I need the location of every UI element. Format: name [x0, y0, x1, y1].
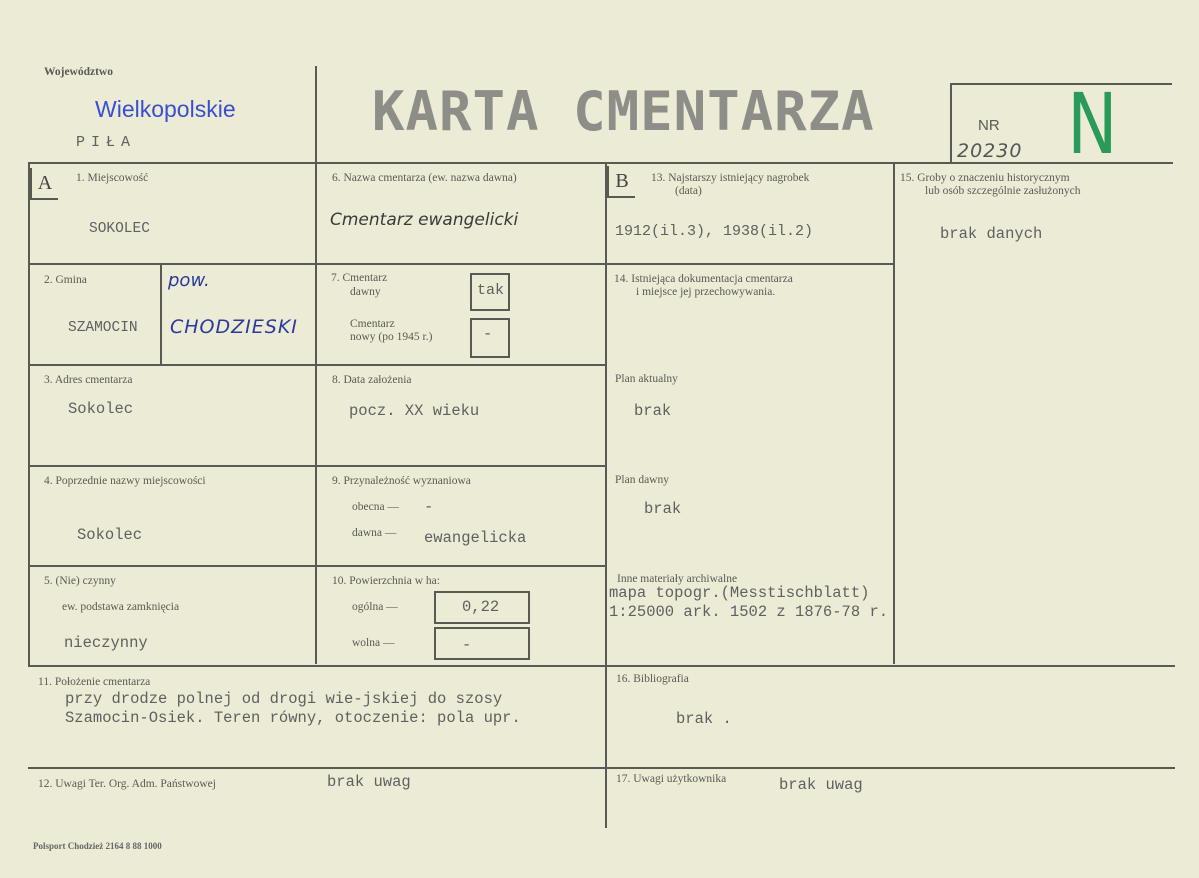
field-7-label-new-b: nowy (po 1945 r.) [350, 331, 433, 343]
field-15-value: brak danych [940, 225, 1043, 243]
other-materials-line-1: mapa topogr.(Messtischblatt) [609, 584, 870, 602]
field-15-label-2: lub osób szczególnie zasłużonych [925, 185, 1081, 197]
field-9-former-label: dawna — [352, 527, 397, 539]
current-plan-value: brak [634, 402, 672, 420]
field-10-label: 10. Powierzchnia w ha: [332, 575, 440, 587]
grid-line [28, 364, 605, 366]
field-17-label: 17. Uwagi użytkownika [616, 773, 727, 785]
field-9-current-label: obecna — [352, 501, 399, 513]
field-1-value: SOKOLEC [89, 221, 150, 237]
field-5-value: nieczynny [64, 634, 148, 652]
field-10-total-label: ogólna — [352, 601, 398, 613]
field-3-value: Sokolec [68, 400, 134, 418]
grid-line [28, 767, 1175, 769]
field-9-current-value: - [424, 498, 434, 516]
field-11-line-1: przy drodze polnej od drogi wie-jskiej do szosy [65, 690, 503, 708]
field-14-label-1: 14. Istniejąca dokumentacja cmentarza [614, 273, 793, 285]
field-9-label: 9. Przynależność wyznaniowa [332, 475, 471, 487]
field-2-label: 2. Gmina [44, 274, 87, 286]
grid-line [605, 162, 607, 828]
current-plan-label: Plan aktualny [615, 373, 678, 385]
grid-line [893, 162, 895, 664]
field-2-hand-top: pow. [168, 270, 210, 291]
grid-line [28, 665, 1175, 667]
field-7-label-new: Cmentarz [350, 318, 395, 330]
field-7-label-old: 7. Cmentarz [331, 272, 388, 284]
grid-line [28, 465, 605, 467]
field-10-free-box [434, 627, 530, 660]
field-12-value: brak uwag [327, 773, 411, 791]
field-13-value: 1912(il.3), 1938(il.2) [615, 223, 814, 240]
grid-line [28, 263, 605, 265]
other-materials-label: Inne materiały archiwalne [617, 573, 738, 585]
field-13-label-1: 13. Najstarszy istniejący nagrobek [651, 172, 810, 184]
field-4-value: Sokolec [77, 526, 143, 544]
field-9-former-value: ewangelicka [424, 529, 527, 547]
field-8-label: 8. Data założenia [332, 374, 412, 386]
nr-value: 20230 [957, 140, 1023, 162]
field-12-label: 12. Uwagi Ter. Org. Adm. Państwowej [38, 778, 216, 790]
grid-line [28, 162, 30, 667]
field-6-hand-value: Cmentarz ewangelicki [330, 210, 519, 230]
section-b-marker: B [607, 166, 635, 198]
other-materials-line-2: 1:25000 ark. 1502 z 1876-78 r. [609, 603, 889, 621]
grid-line [28, 162, 1173, 164]
voivodeship-stamp: Wielkopolskie [95, 96, 236, 122]
header-divider-line [315, 66, 317, 162]
field-6-label: 6. Nazwa cmentarza (ew. nazwa dawna) [332, 172, 517, 184]
field-17-value: brak uwag [779, 776, 863, 794]
field-5-label: 5. (Nie) czynny [44, 575, 116, 587]
card-title: KARTA CMENTARZA [372, 80, 875, 143]
field-2-value: SZAMOCIN [68, 320, 138, 336]
field-3-label: 3. Adres cmentarza [44, 374, 133, 386]
field-1-label: 1. Miejscowość [76, 172, 149, 184]
grid-line [950, 83, 1172, 85]
field-16-label: 16. Bibliografia [616, 673, 689, 685]
old-plan-label: Plan dawny [615, 474, 669, 486]
field-15-label-1: 15. Groby o znaczeniu historycznym [900, 172, 1070, 184]
voivodeship-typed: PIŁA [76, 134, 137, 151]
field-4-label: 4. Poprzednie nazwy miejscowości [44, 475, 206, 487]
field-7-new-value: - [483, 325, 493, 343]
grid-line [605, 263, 893, 265]
voivodeship-label: Województwo [44, 66, 113, 78]
grid-line [315, 162, 317, 664]
field-13-label-2: (data) [675, 185, 702, 197]
field-14-label-2: i miejsce jej przechowywania. [636, 286, 776, 298]
field-5-sublabel: ew. podstawa zamknięcia [62, 601, 180, 613]
field-11-line-2: Szamocin-Osiek. Teren równy, otoczenie: pola upr. [65, 709, 521, 727]
section-a-marker: A [30, 168, 58, 200]
field-11-label: 11. Położenie cmentarza [38, 676, 151, 688]
old-plan-value: brak [644, 500, 682, 518]
field-10-free-value: - [462, 636, 472, 654]
nr-label: NR [978, 117, 1000, 134]
grid-line [160, 264, 162, 364]
field-10-total-value: 0,22 [462, 598, 500, 616]
field-7-label-old-b: dawny [350, 286, 381, 298]
field-16-value: brak . [676, 710, 732, 728]
field-10-free-label: wolna — [352, 637, 395, 649]
field-8-value: pocz. XX wieku [349, 402, 480, 420]
grid-line [950, 83, 952, 163]
printer-imprint: Polsport Chodzież 2164 8 88 1000 [33, 841, 162, 851]
category-letter: N [1067, 75, 1118, 173]
field-2-hand-value: CHODZIESKI [170, 316, 298, 338]
field-7-old-value: tak [477, 282, 505, 299]
grid-line [28, 565, 605, 567]
